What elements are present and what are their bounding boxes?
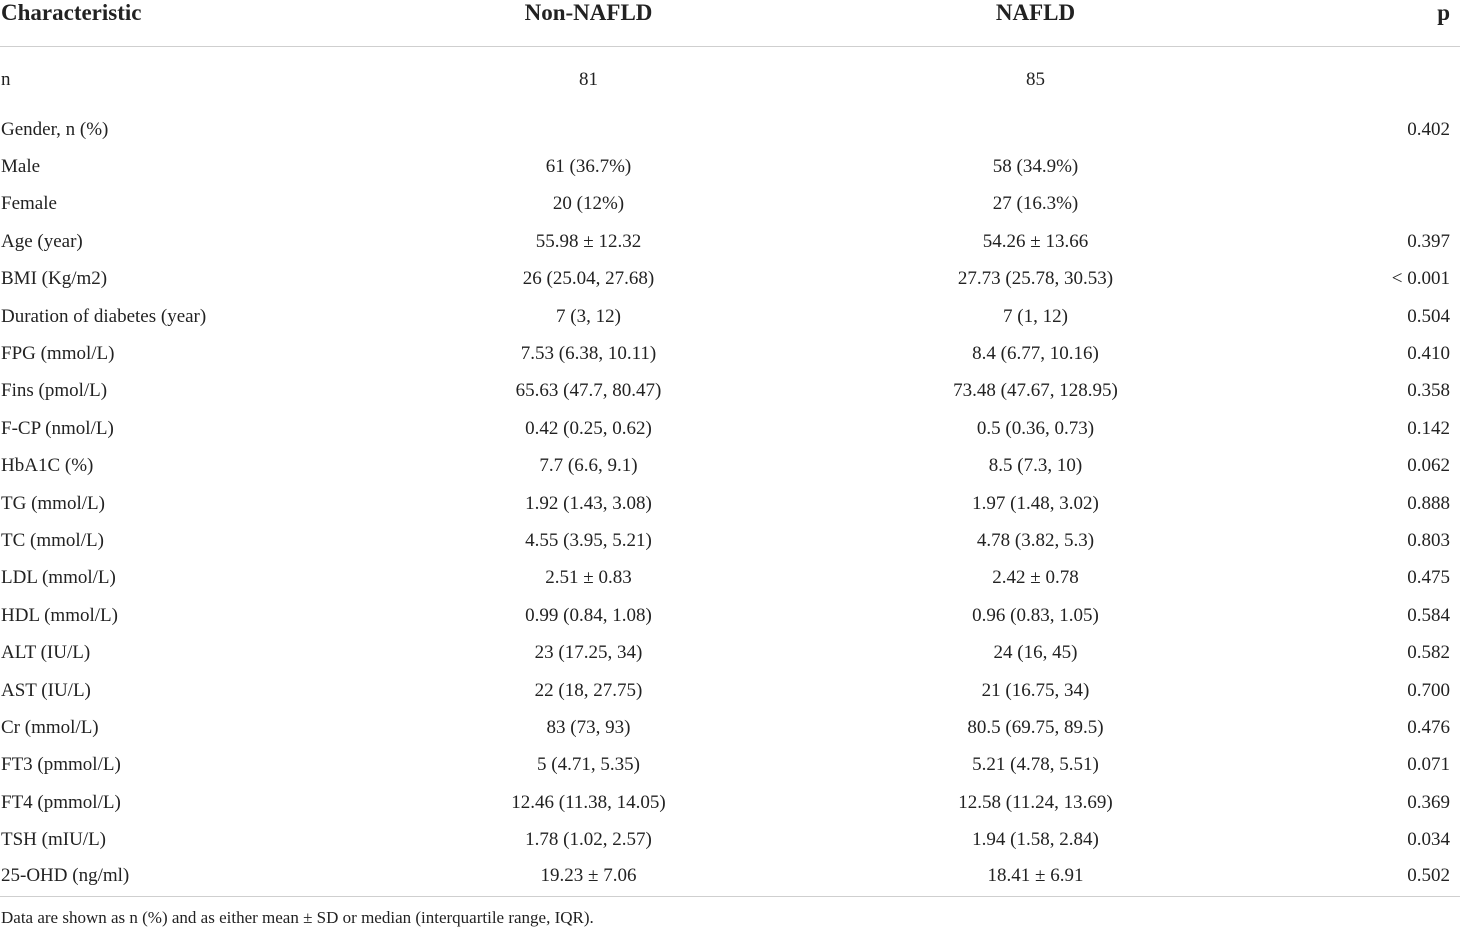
cell-p-value: 0.803 — [1407, 529, 1450, 551]
cell-characteristic: TSH (mIU/L) — [1, 829, 107, 851]
cell-nafld: 1.94 (1.58, 2.84) — [972, 829, 1099, 851]
cell-non-nafld: 0.42 (0.25, 0.62) — [525, 417, 652, 439]
table-row — [0, 223, 1460, 260]
cell-non-nafld: 5 (4.71, 5.35) — [537, 754, 640, 776]
cell-nafld: 1.97 (1.48, 3.02) — [972, 492, 1099, 514]
table-row — [0, 186, 1460, 223]
cell-p-value: 0.476 — [1407, 716, 1450, 738]
cell-nafld: 27 (16.3%) — [992, 193, 1079, 215]
cell-non-nafld: 12.46 (11.38, 14.05) — [511, 791, 666, 813]
cell-characteristic: FT3 (pmmol/L) — [1, 754, 121, 776]
cell-characteristic: Duration of diabetes (year) — [1, 305, 207, 327]
cell-nafld: 5.21 (4.78, 5.51) — [972, 754, 1099, 776]
cell-characteristic: HDL (mmol/L) — [1, 604, 118, 626]
table-row — [0, 448, 1460, 485]
cell-characteristic: FT4 (pmmol/L) — [1, 791, 121, 813]
cell-nafld: 58 (34.9%) — [992, 156, 1079, 178]
cell-nafld: 8.5 (7.3, 10) — [988, 455, 1083, 477]
table-row — [0, 747, 1460, 784]
cell-p-value — [1259, 148, 1460, 185]
cell-characteristic: HbA1C (%) — [1, 455, 94, 477]
table-row — [0, 522, 1460, 559]
cell-p-value: 0.582 — [1407, 642, 1450, 664]
table-row — [0, 784, 1460, 821]
cell-non-nafld — [365, 111, 812, 148]
table-row — [0, 373, 1460, 410]
cell-nafld: 12.58 (11.24, 13.69) — [958, 791, 1113, 813]
table-row — [0, 47, 1460, 112]
table-row — [0, 821, 1460, 858]
cell-p-value: 0.142 — [1407, 417, 1450, 439]
cell-p-value — [1259, 186, 1460, 223]
cell-characteristic: FPG (mmol/L) — [1, 343, 115, 365]
cell-nafld: 18.41 ± 6.91 — [987, 865, 1084, 887]
cell-p-value: 0.397 — [1407, 230, 1450, 252]
cell-non-nafld: 1.78 (1.02, 2.57) — [525, 829, 652, 851]
cell-non-nafld: 22 (18, 27.75) — [534, 679, 643, 701]
cell-non-nafld: 61 (36.7%) — [545, 156, 632, 178]
cell-nafld — [812, 111, 1259, 148]
table-row — [0, 261, 1460, 298]
table-row — [0, 410, 1460, 447]
cell-nafld: 8.4 (6.77, 10.16) — [972, 343, 1099, 365]
cell-p-value: 0.410 — [1407, 343, 1450, 365]
cell-characteristic: Male — [1, 156, 41, 178]
cell-non-nafld: 81 — [579, 69, 598, 90]
cell-characteristic: ALT (IU/L) — [1, 642, 91, 664]
cell-characteristic: n — [1, 69, 11, 90]
table-row — [0, 709, 1460, 746]
cell-nafld: 21 (16.75, 34) — [981, 679, 1090, 701]
table-row — [0, 298, 1460, 335]
table-header — [0, 0, 1460, 47]
header-row — [0, 0, 1460, 47]
cell-characteristic: AST (IU/L) — [1, 679, 91, 701]
cell-p-value: 0.475 — [1407, 567, 1450, 589]
cell-nafld: 7 (1, 12) — [1003, 305, 1068, 327]
table-row — [0, 672, 1460, 709]
cell-p-value — [1259, 47, 1460, 112]
cell-non-nafld: 2.51 ± 0.83 — [545, 567, 632, 589]
cell-nafld: 85 — [1026, 69, 1045, 90]
cell-non-nafld: 19.23 ± 7.06 — [540, 865, 637, 887]
cell-characteristic: BMI (Kg/m2) — [1, 268, 108, 290]
cell-p-value: 0.502 — [1407, 865, 1450, 887]
cell-p-value: 0.402 — [1407, 118, 1450, 140]
cell-nafld: 0.96 (0.83, 1.05) — [972, 604, 1099, 626]
cell-p-value: 0.071 — [1407, 754, 1450, 776]
table-row — [0, 560, 1460, 597]
header-nafld: NAFLD — [812, 0, 1259, 47]
cell-p-value: 0.062 — [1407, 455, 1450, 477]
cell-nafld: 27.73 (25.78, 30.53) — [957, 268, 1114, 290]
table-row — [0, 859, 1460, 894]
table-row — [0, 485, 1460, 522]
cell-p-value: < 0.001 — [1391, 268, 1450, 290]
cell-characteristic: Female — [1, 193, 57, 215]
cell-p-value: 0.584 — [1407, 604, 1450, 626]
cell-non-nafld: 83 (73, 93) — [546, 716, 631, 738]
cell-non-nafld: 7.53 (6.38, 10.11) — [520, 343, 657, 365]
cell-characteristic: Cr (mmol/L) — [1, 716, 99, 738]
cell-characteristic: F-CP (nmol/L) — [1, 417, 114, 439]
cell-non-nafld: 1.92 (1.43, 3.08) — [525, 492, 652, 514]
cell-p-value: 0.034 — [1407, 829, 1450, 851]
cell-non-nafld: 23 (17.25, 34) — [534, 642, 643, 664]
cell-non-nafld: 4.55 (3.95, 5.21) — [525, 529, 652, 551]
cell-characteristic: Gender, n (%) — [1, 118, 109, 140]
cell-characteristic: TC (mmol/L) — [1, 529, 104, 551]
cell-non-nafld: 55.98 ± 12.32 — [535, 230, 642, 252]
cell-nafld: 73.48 (47.67, 128.95) — [953, 380, 1118, 402]
cell-non-nafld: 7.7 (6.6, 9.1) — [539, 455, 638, 477]
header-characteristic: Characteristic — [0, 0, 365, 47]
header-p-value: p — [1259, 0, 1460, 47]
cell-p-value: 0.888 — [1407, 492, 1450, 514]
cell-nafld: 0.5 (0.36, 0.73) — [976, 417, 1095, 439]
table-row — [0, 111, 1460, 148]
header-non-nafld: Non-NAFLD — [365, 0, 812, 47]
table-bottom-rule — [0, 896, 1460, 897]
table-row — [0, 597, 1460, 634]
cell-nafld: 54.26 ± 13.66 — [982, 230, 1089, 252]
table-body — [0, 47, 1460, 894]
table-footnote: Data are shown as n (%) and as either mean ± SD or median (interquartile range, IQR). — [1, 908, 594, 927]
cell-non-nafld: 20 (12%) — [552, 193, 625, 215]
cell-p-value: 0.358 — [1407, 380, 1450, 402]
cell-nafld: 80.5 (69.75, 89.5) — [967, 716, 1104, 738]
cell-characteristic: Age (year) — [1, 230, 83, 252]
cell-p-value: 0.504 — [1407, 305, 1450, 327]
cell-characteristic: Fins (pmol/L) — [1, 380, 108, 402]
table-row — [0, 335, 1460, 372]
cell-characteristic: 25-OHD (ng/ml) — [1, 865, 130, 887]
table-row — [0, 634, 1460, 671]
cell-nafld: 4.78 (3.82, 5.3) — [976, 529, 1095, 551]
table-row — [0, 148, 1460, 185]
cell-non-nafld: 0.99 (0.84, 1.08) — [525, 604, 652, 626]
cell-p-value: 0.369 — [1407, 791, 1450, 813]
cell-non-nafld: 26 (25.04, 27.68) — [522, 268, 655, 290]
cell-nafld: 2.42 ± 0.78 — [992, 567, 1079, 589]
cell-characteristic: LDL (mmol/L) — [1, 567, 116, 589]
cell-non-nafld: 65.63 (47.7, 80.47) — [515, 380, 662, 402]
cell-characteristic: TG (mmol/L) — [1, 492, 105, 514]
cell-nafld: 24 (16, 45) — [993, 642, 1078, 664]
cell-p-value: 0.700 — [1407, 679, 1450, 701]
cell-non-nafld: 7 (3, 12) — [556, 305, 621, 327]
